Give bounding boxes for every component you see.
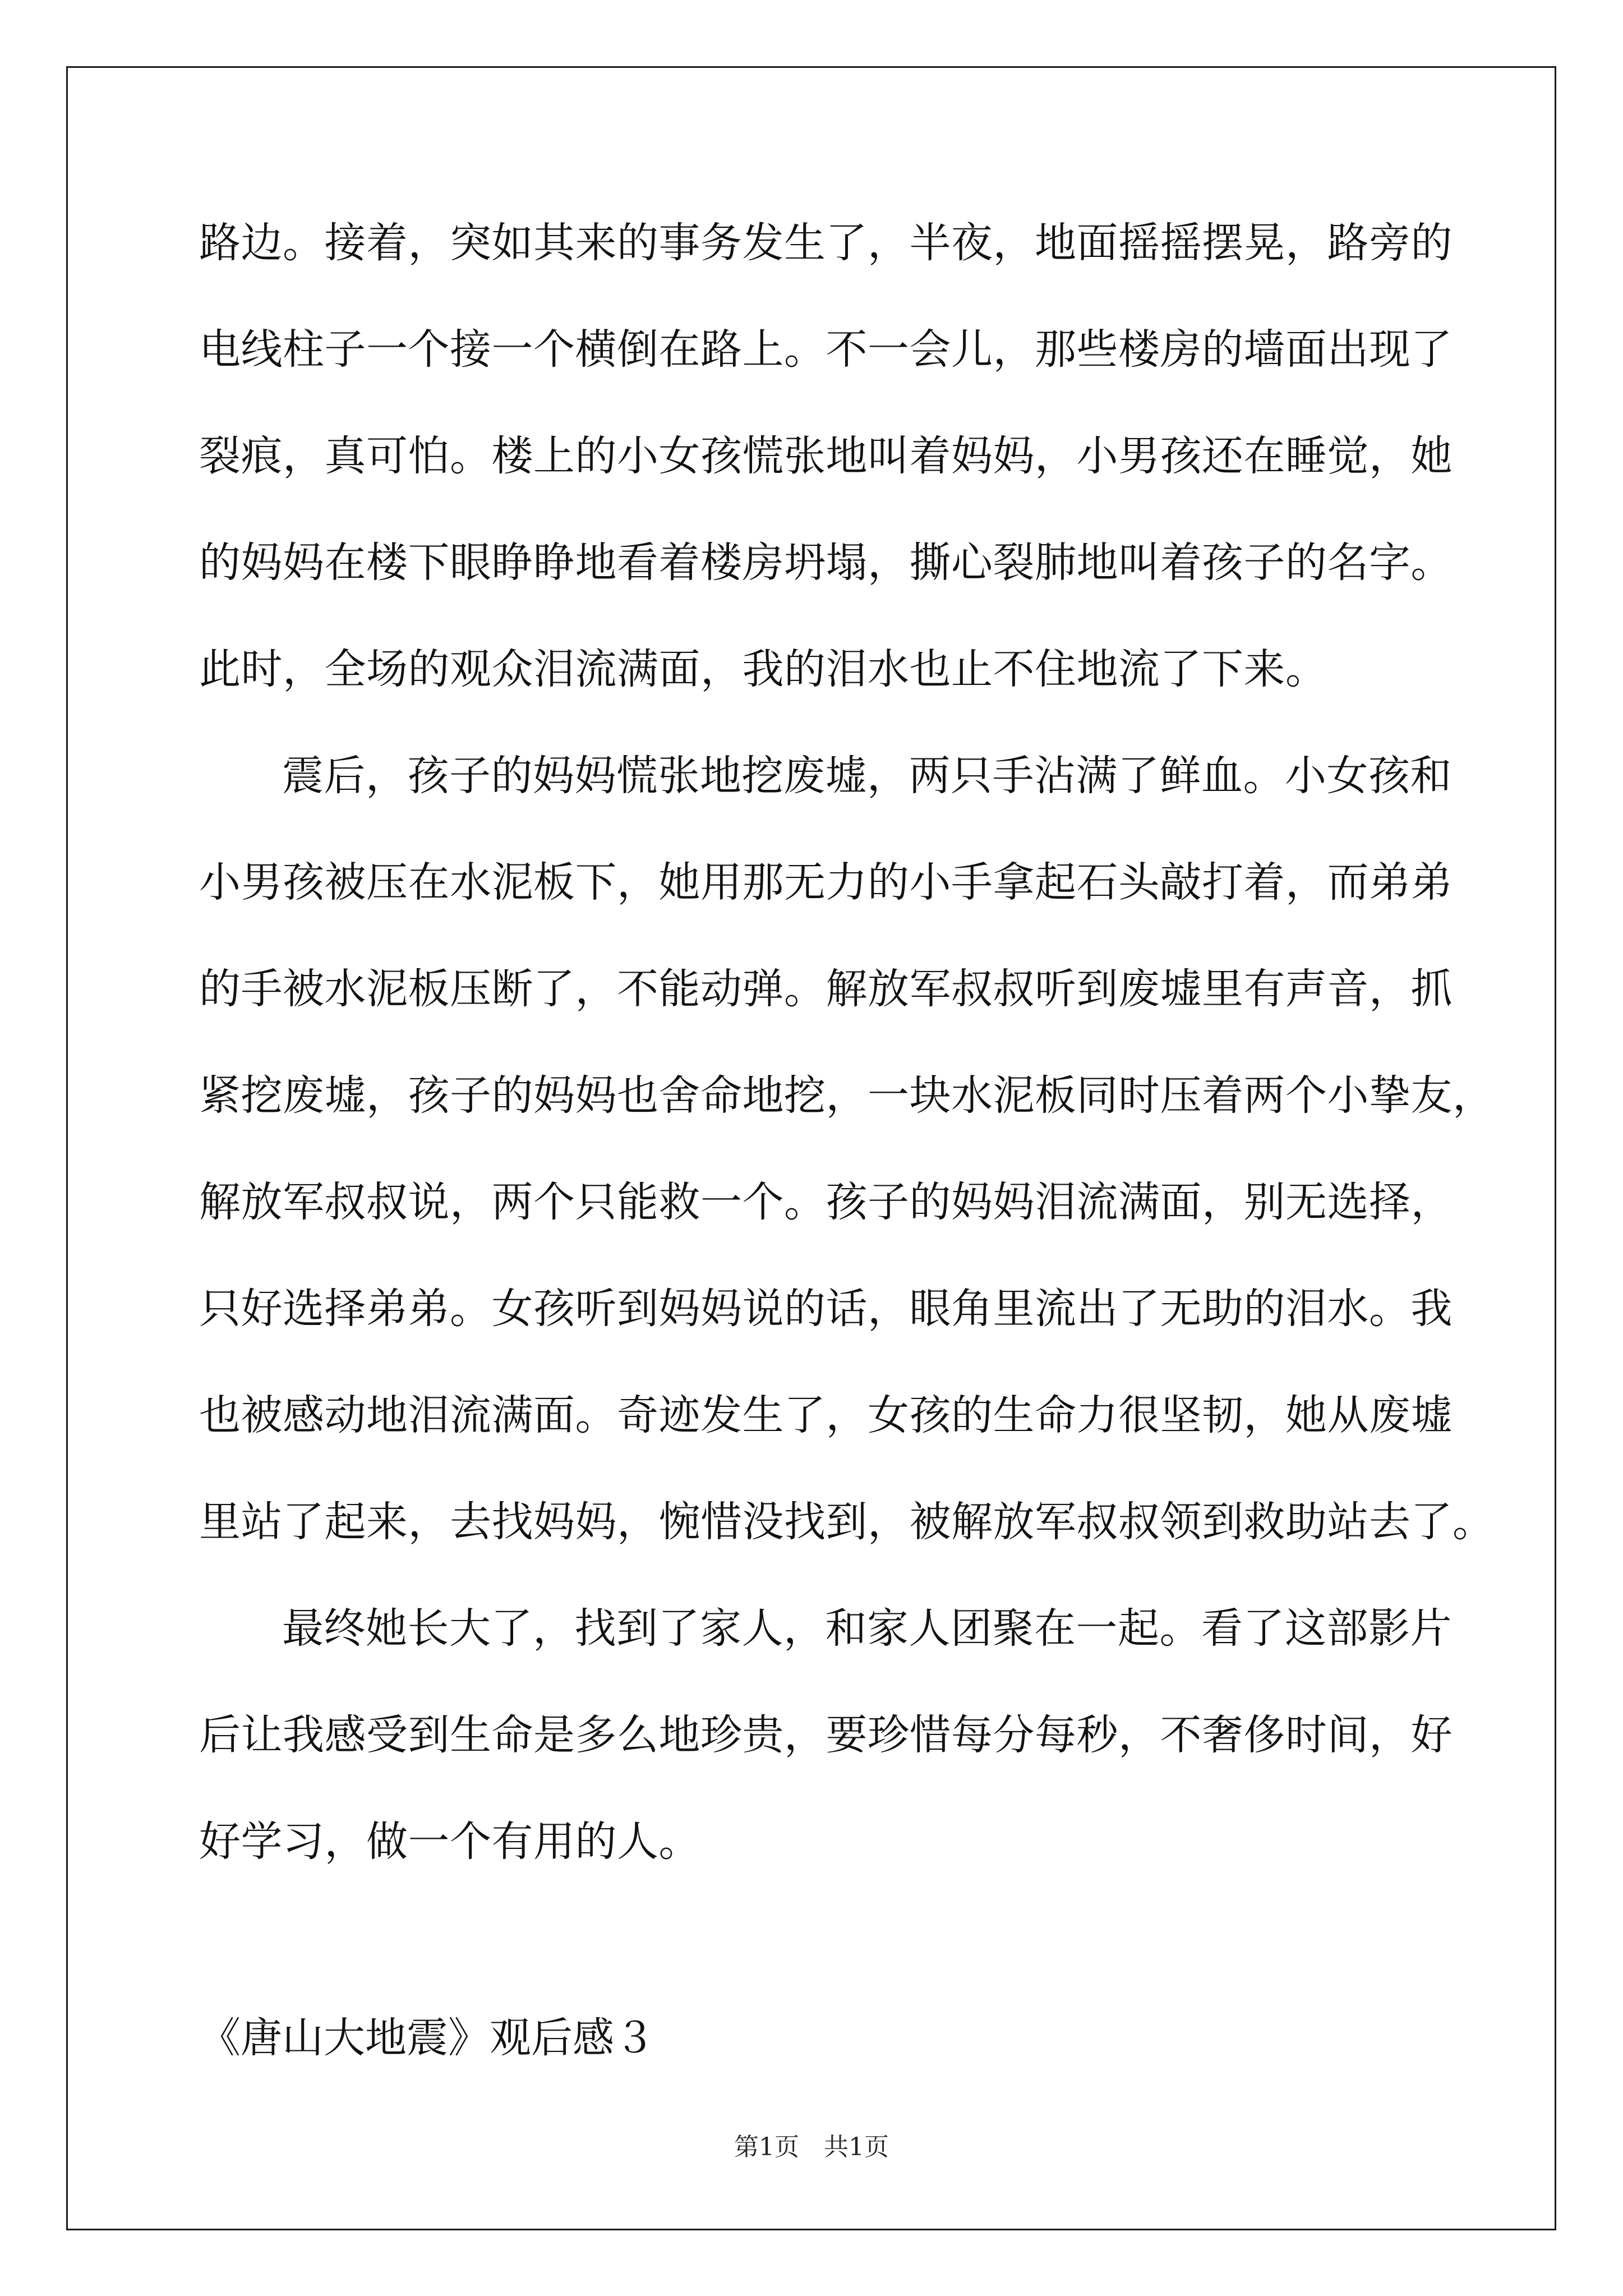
paragraph-line: 也被感动地泪流满面。奇迹发生了，女孩的生命力很坚韧，她从废墟 bbox=[199, 1391, 1453, 1439]
paragraph-line: 裂痕，真可怕。楼上的小女孩慌张地叫着妈妈，小男孩还在睡觉，她 bbox=[199, 432, 1453, 480]
paragraph-line: 电线柱子一个接一个横倒在路上。不一会儿，那些楼房的墙面出现了 bbox=[199, 325, 1453, 374]
paragraph-line: 后让我感受到生命是多么地珍贵，要珍惜每分每秒，不奢侈时间，好 bbox=[199, 1711, 1453, 1759]
paragraph-line: 的妈妈在楼下眼睁睁地看着楼房坍塌，撕心裂肺地叫着孩子的名字。 bbox=[199, 539, 1453, 587]
paragraph-line: 此时，全场的观众泪流满面，我的泪水也止不住地流了下来。 bbox=[199, 645, 1327, 693]
paragraph-line: 震后，孩子的妈妈慌张地挖废墟，两只手沾满了鲜血。小女孩和 bbox=[282, 752, 1452, 800]
paragraph-line: 的手被水泥板压断了，不能动弹。解放军叔叔听到废墟里有声音，抓 bbox=[199, 965, 1453, 1013]
paragraph-line: 小男孩被压在水泥板下，她用那无力的小手拿起石头敲打着，而弟弟 bbox=[199, 858, 1453, 907]
paragraph-line: 好学习，做一个有用的人。 bbox=[199, 1818, 700, 1866]
paragraph-line: 解放军叔叔说，两个只能救一个。孩子的妈妈泪流满面，别无选择， bbox=[199, 1178, 1453, 1226]
paragraph-line: 路边。接着，突如其来的事务发生了，半夜，地面摇摇摆晃，路旁的 bbox=[199, 219, 1453, 267]
document-body bbox=[199, 209, 1495, 1915]
paragraph-line: 里站了起来，去找妈妈，惋惜没找到，被解放军叔叔领到救助站去了。 bbox=[199, 1498, 1495, 1546]
paragraph-line: 最终她长大了，找到了家人，和家人团聚在一起。看了这部影片 bbox=[282, 1604, 1452, 1653]
page-footer: 第1页 共1页 bbox=[734, 2133, 889, 2161]
paragraph-line: 只好选择弟弟。女孩听到妈妈说的话，眼角里流出了无助的泪水。我 bbox=[199, 1285, 1453, 1333]
section-heading: 《唐山大地震》观后感３ bbox=[199, 2014, 656, 2062]
paragraph-line: 紧挖废墟，孩子的妈妈也舍命地挖，一块水泥板同时压着两个小挚友， bbox=[199, 1071, 1495, 1120]
